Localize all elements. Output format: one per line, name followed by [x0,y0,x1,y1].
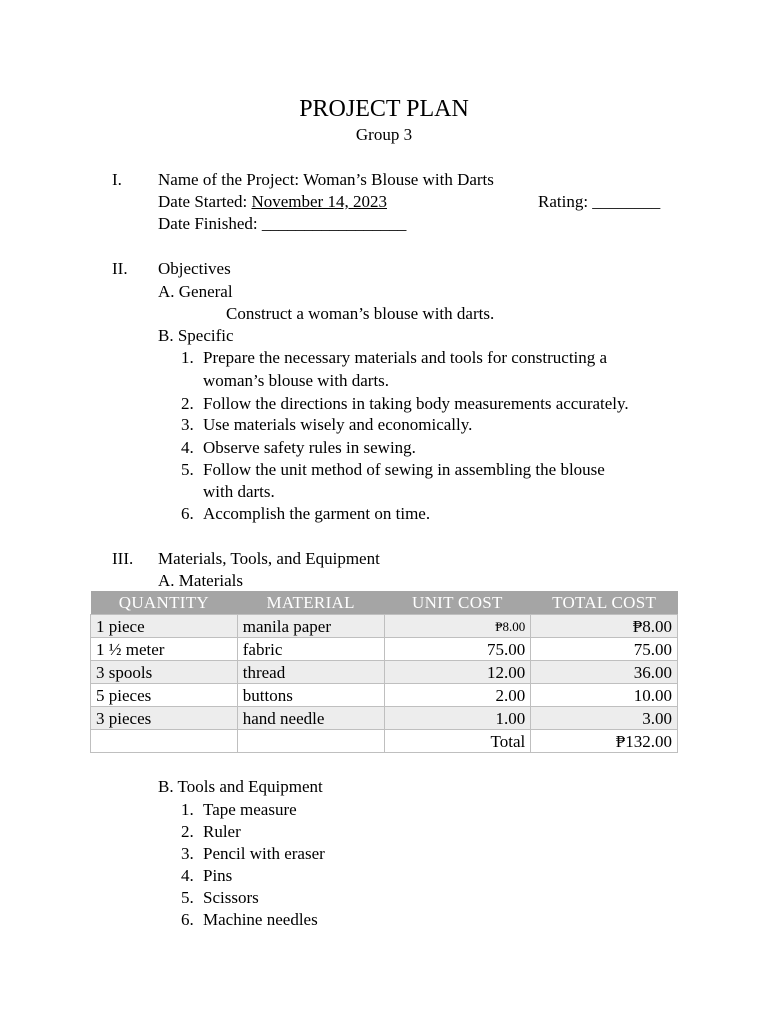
tools-label: B. Tools and Equipment [158,777,323,796]
list-item-number: 3. [181,844,194,863]
list-item: Observe safety rules in sewing. [203,438,416,457]
date-started-value: November 14, 2023 [251,192,387,211]
quantity-cell: 1 piece [91,615,238,638]
column-header-material: MATERIAL [237,591,384,615]
empty-cell [237,730,384,753]
list-item: Prepare the necessary materials and tools for constructing a [203,348,608,367]
total-cost-cell: 3.00 [531,707,678,730]
table-row [91,615,678,638]
list-item-number: 6. [181,910,194,929]
general-label: A. General [158,282,233,301]
list-item-number: 2. [181,394,194,413]
list-item: Accomplish the garment on time. [203,504,431,523]
table-row [91,684,678,707]
unit-cost-cell: 12.00 [384,661,531,684]
table-row [91,707,678,730]
list-item-number: 4. [181,438,194,457]
table-row [91,661,678,684]
column-header-unit-cost: UNIT COST [384,591,531,615]
total-label-cell: Total [384,730,531,753]
material-cell: buttons [237,684,384,707]
section-1-numeral: I. [112,170,122,189]
total-cost-cell: 10.00 [531,684,678,707]
list-item-number: 1. [181,348,194,367]
rating-field: Rating: ________ [538,192,661,211]
list-item: Follow the directions in taking body measurements accurately. [203,394,629,413]
list-item-number: 6. [181,504,194,523]
project-name: Name of the Project: Woman’s Blouse with Darts [158,170,494,189]
list-item-number: 5. [181,460,194,479]
date-started-label: Date Started: [158,192,252,211]
material-cell: fabric [237,638,384,661]
objectives-heading: Objectives [158,259,231,278]
section-2-numeral: II. [112,259,128,278]
table-total-row [91,730,678,753]
list-item-number: 1. [181,800,194,819]
list-item: Follow the unit method of sewing in assembling the blouse [203,460,605,479]
total-cost-cell: 75.00 [531,638,678,661]
date-finished: Date Finished: _________________ [158,214,407,233]
unit-cost-cell: 2.00 [384,684,531,707]
materials-table [90,591,678,753]
materials-label: A. Materials [158,571,243,590]
quantity-cell: 3 spools [91,661,238,684]
list-item: Pencil with eraser [203,844,325,863]
unit-cost-cell: 1.00 [384,707,531,730]
column-header-total-cost: TOTAL COST [531,591,678,615]
list-item: woman’s blouse with darts. [203,371,390,390]
total-cost-cell: 36.00 [531,661,678,684]
table-header-row [91,591,678,615]
list-item: Ruler [203,822,241,841]
column-header-quantity: QUANTITY [91,591,238,615]
total-value-cell: ₱132.00 [531,730,678,753]
list-item: Use materials wisely and economically. [203,415,473,434]
list-item: Machine needles [203,910,318,929]
materials-heading: Materials, Tools, and Equipment [158,549,380,568]
quantity-cell: 1 ½ meter [91,638,238,661]
total-cost-cell: ₱8.00 [531,615,678,638]
material-cell: hand needle [237,707,384,730]
quantity-cell: 3 pieces [91,707,238,730]
list-item: Tape measure [203,800,297,819]
date-started [158,191,387,213]
table-row [91,638,678,661]
list-item: Pins [203,866,233,885]
list-item-number: 3. [181,415,194,434]
list-item-number: 4. [181,866,194,885]
page-subtitle: Group 3 [355,125,413,144]
list-item: with darts. [203,482,275,501]
specific-label: B. Specific [158,326,234,345]
list-item-number: 2. [181,822,194,841]
page-title: PROJECT PLAN [299,96,469,122]
material-cell: thread [237,661,384,684]
empty-cell [91,730,238,753]
material-cell: manila paper [237,615,384,638]
unit-cost-cell: 75.00 [384,638,531,661]
list-item: Scissors [203,888,259,907]
unit-cost-cell: ₱8.00 [384,615,531,638]
section-3-numeral: III. [112,549,134,568]
quantity-cell: 5 pieces [91,684,238,707]
general-text: Construct a woman’s blouse with darts. [226,304,495,323]
list-item-number: 5. [181,888,194,907]
